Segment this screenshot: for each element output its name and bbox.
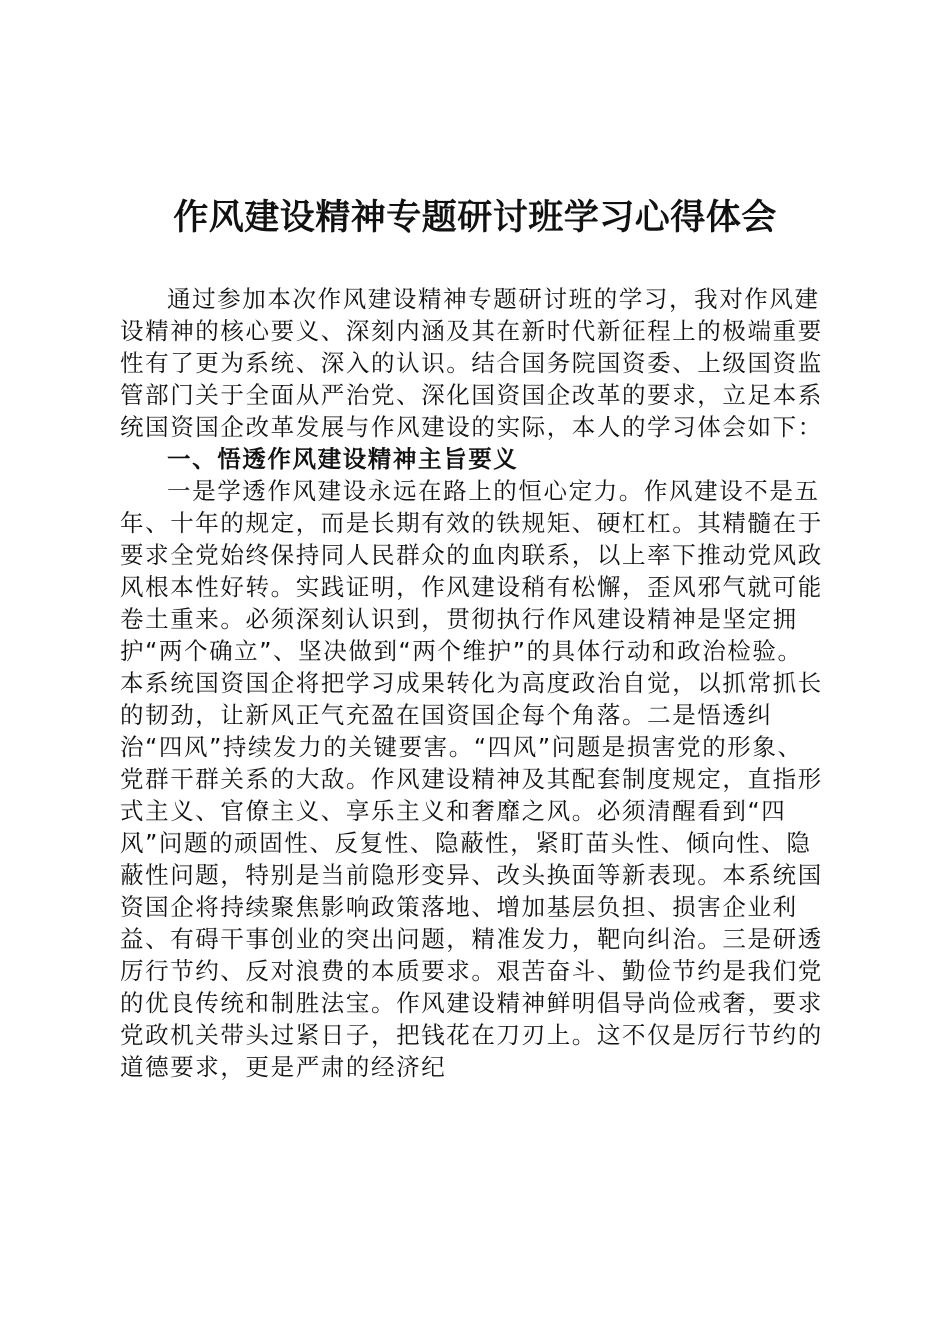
section-1-paragraph: 一是学透作风建设永远在路上的恒心定力。作风建设不是五年、十年的规定，而是长期有效的铁规矩、硬杠杠。其精髓在于要求全党始终保持同人民群众的血肉联系，以上率下推动党风政风根本性好转。实践证明，作风建设稍有松懈，歪风邪气就可能卷土重来。必须深刻认识到，贯彻执行作风建设精神是坚定拥护“两个确立”、坚决做到“两个维护”的具体行动和政治检验。本系统国资国企将把学习成果转化为高度政治自觉，以抓常抓长的韧劲，让新风正气充盈在国资国企每个角落。二是悟透纠治“四风”持续发力的关键要害。“四风”问题是损害党的形象、党群干群关系的大敌。作风建设精神及其配套制度规定，直指形式主义、官僚主义、享乐主义和奢靡之风。必须清醒看到“四风”问题的顽固性、反复性、隐蔽性，紧盯苗头性、倾向性、隐蔽性问题，特别是当前隐形变异、改头换面等新表现。本系统国资国企将持续聚焦影响政策落地、增加基层负担、损害企业利益、有碍干事创业的突出问题，精准发力，靶向纠治。三是研透厉行节约、反对浪费的本质要求。艰苦奋斗、勤俭节约是我们党的优良传统和制胜法宝。作风建设精神鲜明倡导尚俭戒奢，要求党政机关带头过紧日子，把钱花在刀刃上。这不仅是厉行节约的道德要求，更是严肃的经济纪 bbox=[120, 477, 823, 1081]
document-body bbox=[120, 283, 826, 1083]
intro-paragraph: 通过参加本次作风建设精神专题研讨班的学习，我对作风建设精神的核心要义、深刻内涵及其在新时代新征程上的极端重要性有了更为系统、深入的认识。结合国务院国资委、上级国资监管部门关于全面从严治党、深化国资国企改革的要求，立足本系统国资国企改革发展与作风建设的实际，本人的学习体会如下： bbox=[120, 285, 823, 441]
document-title: 作风建设精神专题研讨班学习心得体会 bbox=[173, 197, 777, 238]
section-heading-1: 一、悟透作风建设精神主旨要义 bbox=[167, 445, 519, 473]
